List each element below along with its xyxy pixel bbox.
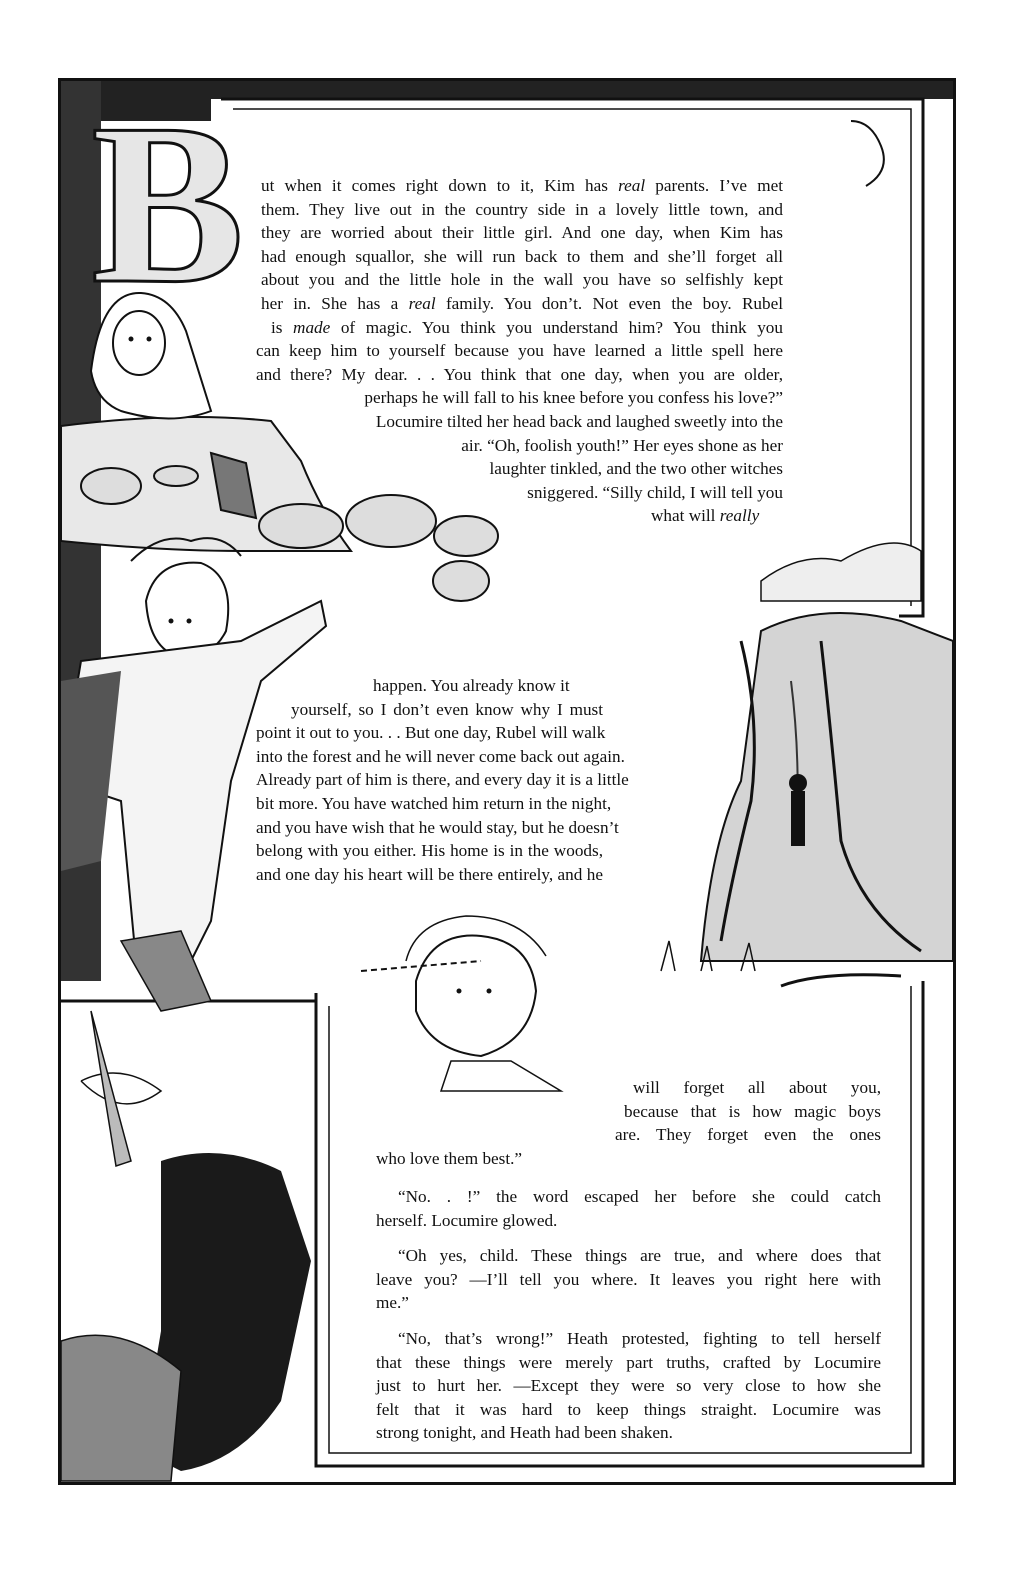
paragraph-line: strong tonight, and Heath had been shaken. (376, 1423, 673, 1443)
block1-line (256, 339, 783, 363)
paragraph-thats-wrong (376, 1327, 881, 1445)
block1-line (651, 504, 806, 528)
block2-line: yourself, so I don’t even know why I must (291, 699, 603, 719)
drop-cap-letter (91, 101, 271, 301)
paragraph-line: felt that it was hard to keep things straight. Locumire was (376, 1399, 881, 1419)
line-text: laughter tinkled, and the two other witches (489, 459, 783, 479)
paragraph-line: “No, that’s wrong!” Heath protested, fighting to tell herself (398, 1329, 881, 1348)
line-text: her in. She has a (261, 294, 409, 313)
line-text: is (271, 317, 294, 337)
paragraph-line: just to hurt her. —Except they were so very close to how she (376, 1376, 881, 1396)
block1-line (339, 410, 783, 434)
line-text: of magic. You think you understand him? You think you (330, 317, 783, 337)
block1-line (261, 245, 783, 269)
paragraph-oh-yes (376, 1244, 881, 1315)
block1-line (521, 481, 783, 505)
block1-line (261, 198, 783, 222)
block2-line: happen. You already know it (373, 676, 570, 695)
block2-line: and you have wish that he would stay, but he doesn’t (256, 817, 619, 837)
comic-page (58, 78, 956, 1485)
paragraph-line: herself. Locumire glowed. (376, 1210, 558, 1230)
block3-line: are. They forget even the ones (615, 1125, 881, 1145)
block1-line (261, 174, 783, 198)
line-text: sniggered. “Silly child, I will tell you (527, 482, 783, 502)
paragraph-line: that these things were merely part truths, crafted by Locumire (376, 1352, 881, 1372)
block1-line (271, 316, 783, 340)
line-text: ut when it comes right down to it, Kim has (261, 176, 619, 195)
line-text: family. You don’t. Not even the boy. Rubel (435, 294, 784, 313)
line-text: air. “Oh, foolish youth!” Her eyes shone as her (461, 435, 783, 455)
paragraph-line: me.” (376, 1293, 409, 1313)
emphasis-text: real (618, 176, 646, 195)
line-text: can keep him to yourself because you have learned a little spell here (256, 341, 783, 361)
block3-line: who love them best.” (376, 1148, 523, 1168)
block1-line (261, 268, 783, 292)
block1-line (461, 457, 783, 481)
block2-line: point it out to you. . . But one day, Rubel will walk (256, 723, 606, 743)
paragraph-no (376, 1185, 881, 1232)
block1-line (261, 221, 783, 245)
block1-line (256, 363, 783, 387)
line-text: perhaps he will fall to his knee before you confess his love?” (364, 388, 783, 408)
block2-line: into the forest and he will never come back out again. (256, 746, 625, 766)
block2-line: and one day his heart will be there entirely, and he (256, 864, 603, 884)
line-text: had enough squallor, she will run back to them and she’ll forget all (261, 246, 783, 266)
line-text: them. They live out in the country side in a lovely little town, and (261, 199, 783, 219)
block2-line: belong with you either. His home is in the woods, (256, 841, 603, 861)
line-text: Locumire tilted her head back and laughed sweetly into the (375, 412, 783, 431)
block1-line (261, 292, 783, 316)
block1-line (306, 386, 783, 410)
line-text: parents. I’ve met (645, 176, 783, 195)
emphasis-text: made (293, 317, 331, 337)
line-text: and there? My dear. . . You think that one day, when you are older, (256, 364, 783, 384)
block3-line: will forget all about you, (633, 1078, 881, 1097)
paragraph-line: leave you? —I’ll tell you where. It leaves you right here with (376, 1269, 881, 1289)
block1-line (391, 434, 783, 458)
line-text: they are worried about their little girl. And one day, when Kim has (261, 223, 783, 243)
block2-line: bit more. You have watched him return in the night, (256, 794, 612, 813)
emphasis-text: really (719, 506, 760, 526)
block3-line: because that is how magic boys (624, 1101, 881, 1121)
paragraph-line: “Oh yes, child. These things are true, and where does that (398, 1246, 881, 1265)
line-text: about you and the little hole in the wall you have so selfishly kept (261, 270, 783, 290)
paragraph-line: “No. . !” the word escaped her before she could catch (398, 1187, 881, 1206)
line-text: what will (651, 506, 720, 526)
emphasis-text: real (408, 294, 436, 313)
block2-line: Already part of him is there, and every day it is a little (256, 770, 629, 790)
svg-text:B: B (91, 101, 245, 301)
